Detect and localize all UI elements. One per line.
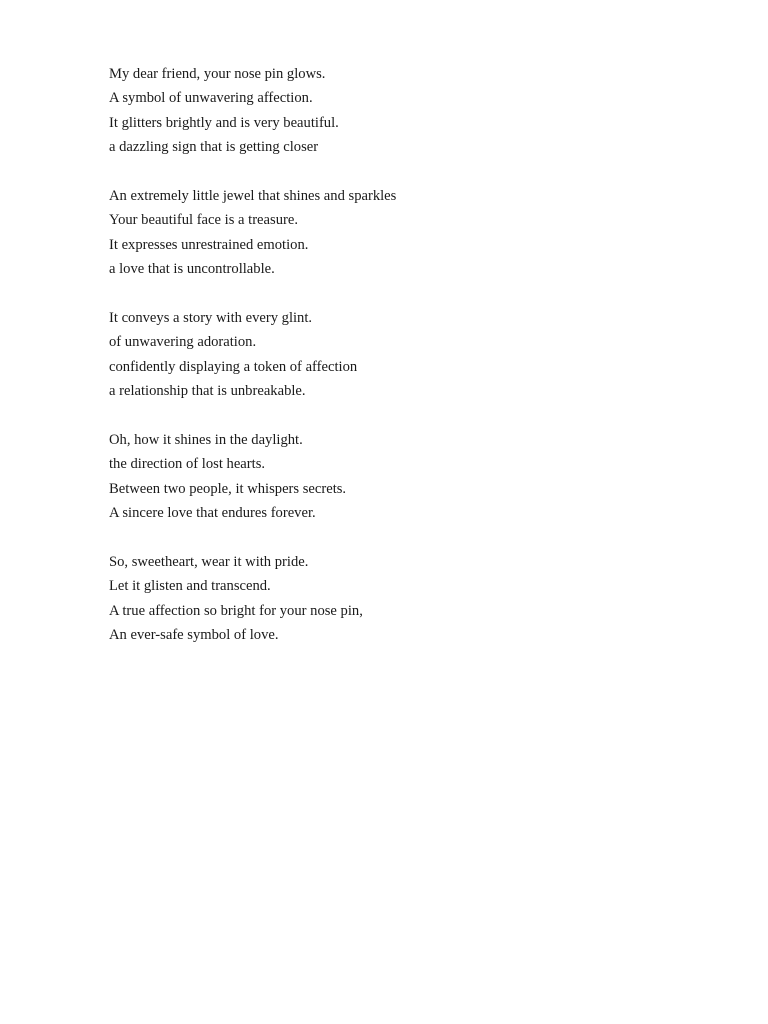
poem-line: of unwavering adoration. [109, 334, 257, 351]
poem-line: It conveys a story with every glint. [109, 309, 313, 326]
poem-line: confidently displaying a token of affection [109, 358, 358, 375]
poem-line: Your beautiful face is a treasure. [109, 212, 298, 229]
poem-line: a relationship that is unbreakable. [109, 383, 306, 400]
poem-line: A symbol of unwavering affection. [109, 90, 313, 107]
stanza-2 [109, 184, 709, 282]
poem-line: Oh, how it shines in the daylight. [109, 431, 303, 448]
stanza-3 [109, 306, 709, 404]
poem-line: It expresses unrestrained emotion. [109, 236, 309, 253]
stanza-5 [109, 550, 709, 648]
poem-body [109, 62, 709, 672]
poem-line: a dazzling sign that is getting closer [109, 139, 319, 156]
poem-line: It glitters brightly and is very beautiful. [109, 114, 339, 131]
poem-line: So, sweetheart, wear it with pride. [109, 553, 309, 570]
poem-line: An ever-safe symbol of love. [109, 626, 279, 643]
poem-line: a love that is uncontrollable. [109, 261, 275, 278]
poem-line: My dear friend, your nose pin glows. [109, 66, 326, 82]
poem-line: Between two people, it whispers secrets. [109, 480, 347, 497]
poem-line: the direction of lost hearts. [109, 456, 266, 473]
stanza-1 [109, 62, 709, 160]
poem-line: A sincere love that endures forever. [109, 505, 316, 522]
poem-line: An extremely little jewel that shines and sparkles [109, 187, 397, 204]
stanza-4 [109, 428, 709, 526]
poem-line: Let it glisten and transcend. [109, 578, 271, 595]
poem-line: A true affection so bright for your nose pin, [109, 602, 363, 619]
